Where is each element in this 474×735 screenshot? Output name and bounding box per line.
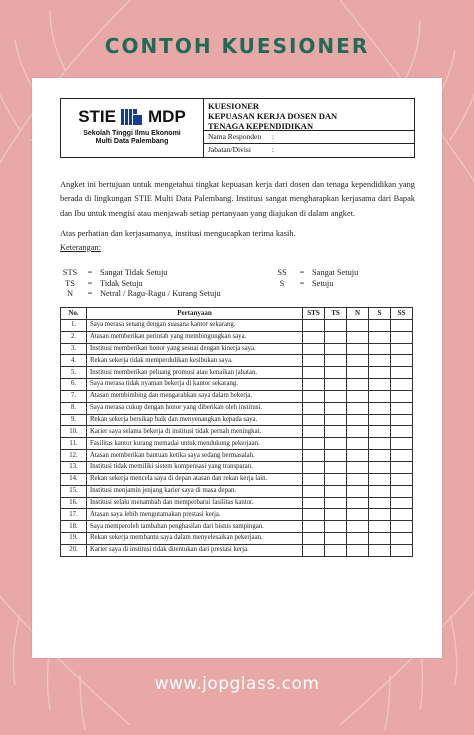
- row-number: 6.: [61, 379, 87, 391]
- answer-cell-ss[interactable]: [391, 533, 413, 545]
- legend-item: SS = Sangat Setuju: [277, 268, 359, 277]
- answer-cell-n[interactable]: [347, 379, 369, 391]
- table-row: [61, 438, 413, 450]
- answer-cell-sts[interactable]: [303, 379, 325, 391]
- answer-cell-ts[interactable]: [325, 533, 347, 545]
- answer-cell-sts[interactable]: [303, 331, 325, 343]
- answer-cell-sts[interactable]: [303, 367, 325, 379]
- answer-cell-sts[interactable]: [303, 473, 325, 485]
- table-row: [61, 367, 413, 379]
- answer-cell-s[interactable]: [369, 461, 391, 473]
- column-header-ss: SS: [391, 308, 413, 320]
- row-number: 16.: [61, 497, 87, 509]
- answer-cell-ss[interactable]: [391, 414, 413, 426]
- table-row: [61, 414, 413, 426]
- answer-cell-sts[interactable]: [303, 497, 325, 509]
- header-box: [60, 98, 415, 158]
- row-number: 13.: [61, 461, 87, 473]
- row-number: 1.: [61, 319, 87, 331]
- row-number: 3.: [61, 343, 87, 355]
- table-row: [61, 485, 413, 497]
- row-number: 17.: [61, 509, 87, 521]
- answer-cell-ts[interactable]: [325, 485, 347, 497]
- questionnaire-table: [60, 307, 413, 557]
- answer-cell-ss[interactable]: [391, 331, 413, 343]
- answer-cell-sts[interactable]: [303, 438, 325, 450]
- answer-cell-s[interactable]: [369, 379, 391, 391]
- table-row: [61, 533, 413, 545]
- logo-mark-icon: [120, 107, 144, 127]
- answer-cell-s[interactable]: [369, 497, 391, 509]
- question-text: Karier saya di institusi tidak ditentukan dari prestasi kerja.: [87, 544, 303, 556]
- answer-cell-n[interactable]: [347, 331, 369, 343]
- column-header-no: No.: [61, 308, 87, 320]
- answer-cell-ts[interactable]: [325, 414, 347, 426]
- answer-cell-s[interactable]: [369, 450, 391, 462]
- answer-cell-ts[interactable]: [325, 544, 347, 556]
- questionnaire-title: KUESIONER KEPUASAN KERJA DOSEN DAN TENAGA KEPENDIDIKAN: [204, 99, 414, 131]
- logo-subtitle-2: Multi Data Palembang: [95, 138, 169, 145]
- table-row: [61, 379, 413, 391]
- answer-cell-s[interactable]: [369, 390, 391, 402]
- answer-cell-n[interactable]: [347, 367, 369, 379]
- row-number: 12.: [61, 450, 87, 462]
- row-number: 8.: [61, 402, 87, 414]
- row-number: 9.: [61, 414, 87, 426]
- banner-title: CONTOH KUESIONER: [104, 34, 370, 58]
- answer-cell-n[interactable]: [347, 343, 369, 355]
- answer-cell-ss[interactable]: [391, 343, 413, 355]
- answer-cell-ts[interactable]: [325, 343, 347, 355]
- answer-cell-sts[interactable]: [303, 355, 325, 367]
- answer-cell-sts[interactable]: [303, 533, 325, 545]
- legend-right: [272, 268, 358, 289]
- answer-cell-ts[interactable]: [325, 497, 347, 509]
- legend-item: N = Netral / Ragu-Ragu / Kurang Setuju: [66, 289, 221, 298]
- answer-cell-sts[interactable]: [303, 461, 325, 473]
- intro-paragraph-1: Angket ini bertujuan untuk mengetahui tingkat kepuasan kerja dari dosen dan tenaga kependidikan yang berada di lingkungan STIE Multi Data Palembang. Institusi sangat mengharapkan kerjasama dari Bapak dan Ibu untuk mengisi atau menjawab setiap pertanyaan yang diajukan di dalam angket.: [60, 180, 415, 218]
- answer-cell-ts[interactable]: [325, 319, 347, 331]
- answer-cell-sts[interactable]: [303, 319, 325, 331]
- header-info: [204, 99, 414, 157]
- legend-left: [60, 268, 221, 300]
- question-text: Institusi memberikan honor yang sesuai dengan kinerja saya.: [87, 343, 303, 355]
- answer-cell-s[interactable]: [369, 367, 391, 379]
- logo-text-right: MDP: [148, 107, 186, 126]
- row-number: 19.: [61, 533, 87, 545]
- column-header-sts: STS: [303, 308, 325, 320]
- column-header-ts: TS: [325, 308, 347, 320]
- answer-cell-ts[interactable]: [325, 379, 347, 391]
- answer-cell-ss[interactable]: [391, 509, 413, 521]
- question-text: Karier saya selama bekerja di institusi tidak pernah meningkat.: [87, 426, 303, 438]
- answer-cell-ss[interactable]: [391, 390, 413, 402]
- question-text: Atasan memberikan bantuan ketika saya sedang bermasalah.: [87, 450, 303, 462]
- table-row: [61, 544, 413, 556]
- table-row: [61, 497, 413, 509]
- answer-cell-s[interactable]: [369, 426, 391, 438]
- table-row: [61, 461, 413, 473]
- answer-cell-ss[interactable]: [391, 355, 413, 367]
- question-text: Saya merasa cukup dengan honor yang diberikan oleh institusi.: [87, 402, 303, 414]
- row-number: 18.: [61, 521, 87, 533]
- column-header-s: S: [369, 308, 391, 320]
- answer-cell-ts[interactable]: [325, 521, 347, 533]
- answer-cell-s[interactable]: [369, 509, 391, 521]
- questionnaire-body: [61, 319, 413, 556]
- table-row: [61, 509, 413, 521]
- legend-item: STS = Sangat Tidak Setuju: [62, 268, 168, 277]
- answer-cell-s[interactable]: [369, 319, 391, 331]
- answer-cell-sts[interactable]: [303, 343, 325, 355]
- answer-cell-ts[interactable]: [325, 473, 347, 485]
- answer-cell-ss[interactable]: [391, 521, 413, 533]
- answer-cell-n[interactable]: [347, 533, 369, 545]
- answer-cell-ss[interactable]: [391, 473, 413, 485]
- answer-cell-s[interactable]: [369, 438, 391, 450]
- footer-url: www.jopglass.com: [154, 674, 320, 694]
- question-text: Saya memperoleh tambahan penghasilan dari bisnis sampingan.: [87, 521, 303, 533]
- answer-cell-ss[interactable]: [391, 402, 413, 414]
- question-text: Institusi memberikan peluang promosi atau kenaikan jabatan.: [87, 367, 303, 379]
- answer-cell-ts[interactable]: [325, 438, 347, 450]
- answer-cell-ss[interactable]: [391, 367, 413, 379]
- answer-cell-s[interactable]: [369, 521, 391, 533]
- answer-cell-ts[interactable]: [325, 450, 347, 462]
- question-text: Fasilitas kantor kurang memadai untuk mendukung pekerjaan.: [87, 438, 303, 450]
- row-number: 11.: [61, 438, 87, 450]
- answer-cell-s[interactable]: [369, 533, 391, 545]
- answer-cell-ts[interactable]: [325, 367, 347, 379]
- row-number: 5.: [61, 367, 87, 379]
- answer-cell-n[interactable]: [347, 521, 369, 533]
- row-number: 10.: [61, 426, 87, 438]
- answer-cell-ts[interactable]: [325, 509, 347, 521]
- table-row: [61, 390, 413, 402]
- legend-title: Keterangan:: [60, 243, 101, 252]
- answer-cell-ss[interactable]: [391, 319, 413, 331]
- answer-cell-n[interactable]: [347, 402, 369, 414]
- row-number: 7.: [61, 390, 87, 402]
- answer-cell-n[interactable]: [347, 426, 369, 438]
- intro-paragraph-2: Atas perhatian dan kerjasamanya, institusi mengucapkan terima kasih.: [60, 228, 296, 238]
- answer-cell-s[interactable]: [369, 414, 391, 426]
- answer-cell-ts[interactable]: [325, 355, 347, 367]
- table-row: [61, 521, 413, 533]
- answer-cell-sts[interactable]: [303, 402, 325, 414]
- answer-cell-n[interactable]: [347, 509, 369, 521]
- answer-cell-n[interactable]: [347, 473, 369, 485]
- question-text: Institusi tidak memiliki sistem kompensasi yang transparan.: [87, 461, 303, 473]
- row-number: 15.: [61, 485, 87, 497]
- answer-cell-ss[interactable]: [391, 544, 413, 556]
- answer-cell-n[interactable]: [347, 414, 369, 426]
- institution-logo: [61, 99, 204, 157]
- answer-cell-s[interactable]: [369, 355, 391, 367]
- question-text: Atasan saya lebih mengutamakan prestasi kerja.: [87, 509, 303, 521]
- answer-cell-n[interactable]: [347, 485, 369, 497]
- answer-cell-sts[interactable]: [303, 521, 325, 533]
- question-text: Atasan memberikan perintah yang membingungkan saya.: [87, 331, 303, 343]
- row-number: 20.: [61, 544, 87, 556]
- table-row: [61, 343, 413, 355]
- question-text: Saya merasa senang dengan suasana kantor sekarang.: [87, 319, 303, 331]
- answer-cell-s[interactable]: [369, 343, 391, 355]
- logo-text-left: STIE: [78, 107, 116, 126]
- answer-cell-ts[interactable]: [325, 426, 347, 438]
- question-text: Rekan sekerja mencela saya di depan atasan dan rekan kerja lain.: [87, 473, 303, 485]
- logo-subtitle-1: Sekolah Tinggi Ilmu Ekonomi: [83, 130, 181, 137]
- table-header-row: [61, 308, 413, 320]
- question-text: Institusi selalu menambah dan memperbarui fasilitas kantor.: [87, 497, 303, 509]
- answer-cell-ss[interactable]: [391, 379, 413, 391]
- questionnaire-page: [32, 78, 442, 658]
- answer-cell-sts[interactable]: [303, 414, 325, 426]
- answer-cell-ss[interactable]: [391, 438, 413, 450]
- legend-item: TS = Tidak Setuju: [65, 278, 143, 288]
- row-number: 4.: [61, 355, 87, 367]
- answer-cell-n[interactable]: [347, 355, 369, 367]
- table-row: [61, 473, 413, 485]
- respondent-name-field[interactable]: Nama Responden :: [208, 132, 275, 141]
- answer-cell-sts[interactable]: [303, 426, 325, 438]
- answer-cell-n[interactable]: [347, 319, 369, 331]
- answer-cell-sts[interactable]: [303, 544, 325, 556]
- answer-cell-s[interactable]: [369, 485, 391, 497]
- answer-cell-n[interactable]: [347, 390, 369, 402]
- legend-item: S = Setuju: [279, 278, 334, 288]
- answer-cell-ts[interactable]: [325, 461, 347, 473]
- answer-cell-ss[interactable]: [391, 485, 413, 497]
- question-text: Rekan sekerja membantu saya dalam menyelesaikan pekerjaan.: [87, 533, 303, 545]
- answer-cell-n[interactable]: [347, 544, 369, 556]
- question-text: Atasan membimbing dan mengarahkan saya dalam bekerja.: [87, 390, 303, 402]
- answer-cell-s[interactable]: [369, 402, 391, 414]
- row-number: 2.: [61, 331, 87, 343]
- answer-cell-ss[interactable]: [391, 426, 413, 438]
- answer-cell-s[interactable]: [369, 473, 391, 485]
- question-text: Saya merasa tidak nyaman bekerja di kantor sekarang.: [87, 379, 303, 391]
- answer-cell-n[interactable]: [347, 450, 369, 462]
- question-text: Institusi menjamin jenjang karier saya di masa depan.: [87, 485, 303, 497]
- column-header-question: Pertanyaan: [87, 308, 303, 320]
- table-row: [61, 450, 413, 462]
- question-text: Rekan sekerja tidak memperdulikan kesibukan saya.: [87, 355, 303, 367]
- answer-cell-ss[interactable]: [391, 461, 413, 473]
- answer-cell-s[interactable]: [369, 331, 391, 343]
- answer-cell-sts[interactable]: [303, 509, 325, 521]
- answer-cell-s[interactable]: [369, 544, 391, 556]
- table-row: [61, 402, 413, 414]
- answer-cell-n[interactable]: [347, 497, 369, 509]
- answer-cell-ts[interactable]: [325, 402, 347, 414]
- answer-cell-ss[interactable]: [391, 450, 413, 462]
- table-row: [61, 426, 413, 438]
- answer-cell-ss[interactable]: [391, 497, 413, 509]
- answer-cell-ts[interactable]: [325, 331, 347, 343]
- answer-cell-sts[interactable]: [303, 450, 325, 462]
- answer-cell-sts[interactable]: [303, 485, 325, 497]
- answer-cell-ts[interactable]: [325, 390, 347, 402]
- table-row: [61, 319, 413, 331]
- answer-cell-n[interactable]: [347, 438, 369, 450]
- answer-cell-sts[interactable]: [303, 390, 325, 402]
- answer-cell-n[interactable]: [347, 461, 369, 473]
- table-row: [61, 331, 413, 343]
- column-header-n: N: [347, 308, 369, 320]
- row-number: 14.: [61, 473, 87, 485]
- table-row: [61, 355, 413, 367]
- question-text: Rekan sekerja bersikap baik dan menyenangkan kepada saya.: [87, 414, 303, 426]
- position-division-field[interactable]: Jabatan/Divisi :: [204, 143, 414, 155]
- intro-text: [60, 178, 415, 247]
